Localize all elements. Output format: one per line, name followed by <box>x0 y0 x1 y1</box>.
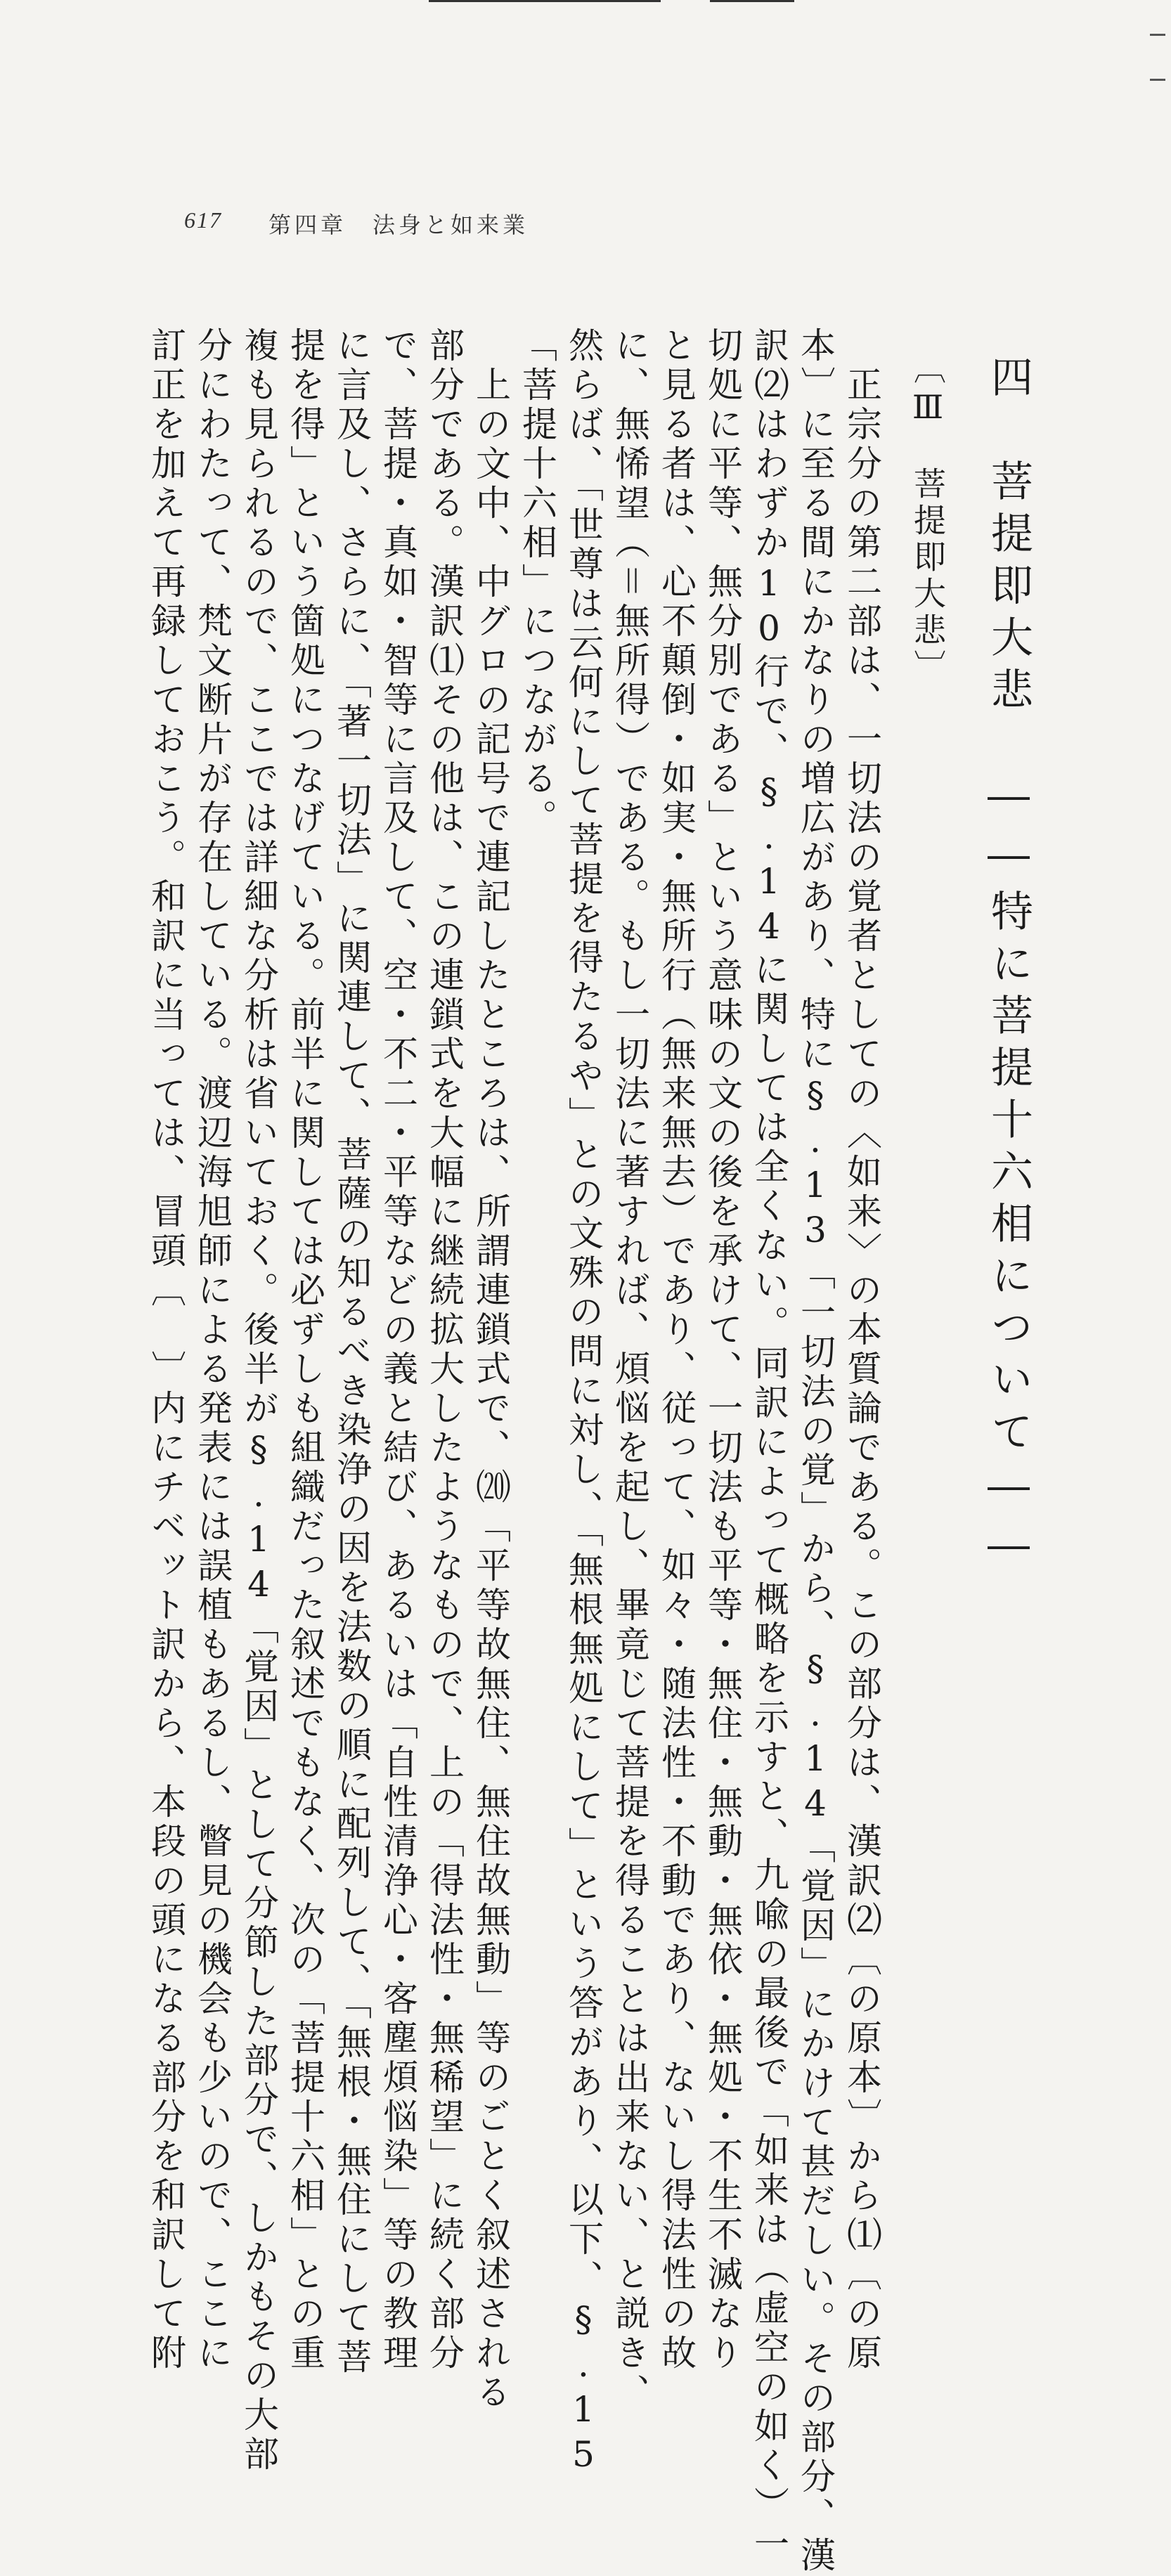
chapter-section-title: 四 菩提即大悲 ――特に菩提十六相について―― <box>984 355 1033 1579</box>
body-column-2: 本〕に至る間にかなりの増広があり、特に§.13「一切法の覚」から、§.14「覚因」にかけて甚だしい。その部分、漢 <box>795 327 836 2576</box>
scan-edge-mark <box>1150 79 1165 81</box>
body-column-13: 提を得」という箇処につなげている。前半に関しては必ずしも組織だった叙述でもなく、次の「菩提十六相」との重 <box>285 327 325 2374</box>
body-column-3: 訳⑵はわずか10行で、§.14に関しては全くない。同訳によって概略を示すと、九喩の最後で「如来は（虚空の如く）一 <box>749 327 789 2565</box>
page-number: 617 <box>184 207 222 233</box>
body-column-5: と見る者は、心不顛倒・如実・無所行（無来無去）であり、従って、如々・随法性・不動であり、ないし得法性の故 <box>656 327 697 2374</box>
body-column-4: 切処に平等、無分別である」という意味の文の後を承けて、一切法も平等・無住・無動・無依・無処・不生不滅なり <box>702 327 743 2374</box>
body-column-6: に、無悕望（＝無所得）である。もし一切法に著すれば、煩悩を起し、畢竟じて菩提を得ることは出来ない、と説き、 <box>609 327 650 2413</box>
body-column-8: 「菩提十六相」につながる。 <box>517 327 557 839</box>
body-column-7: 然らば、「世尊は云何にして菩提を得たるや」との文殊の問に対し、「無根無処にして」という答があり、以下、§.15 <box>563 327 604 2479</box>
body-column-12: に言及し、さらに、「著一切法」に関連して、菩薩の知るべき染浄の因を法数の順に配列して、「無根・無住にして菩 <box>331 327 372 2378</box>
scan-edge-line <box>710 0 794 2</box>
scan-edge-line <box>429 0 661 2</box>
scan-edge-mark <box>1150 34 1165 36</box>
body-column-11: で、菩提・真如・智等に言及して、空・不二・平等などの義と結び、あるいは「自性清浄心・客塵煩悩染」等の教理 <box>377 327 418 2374</box>
body-column-16: 訂正を加えて再録しておこう。和訳に当っては、冒頭〔 〕内にチベット訳から、本段の頭になる部分を和訳して附 <box>145 327 186 2374</box>
running-head: 第四章 法身と如来業 <box>269 212 529 238</box>
body-column-10: 部分である。漢訳⑴その他は、この連鎖式を大幅に継続拡大したようなもので、上の「得法性・無稀望」に続く部分 <box>424 327 465 2374</box>
body-column-15: 分にわたって、梵文断片が存在している。渡辺海旭師による発表には誤植もあるし、瞥見の機会も少いので、ここに <box>192 327 233 2374</box>
subsection-heading: 〔Ⅲ 菩提即大悲〕 <box>909 351 947 686</box>
body-column-9: 上の文中、中グロの記号で連記したところは、所謂連鎖式で、⒇「平等故無住、無住故無動」等のごとく叙述される <box>470 327 511 2413</box>
body-column-14: 複も見られるので、ここでは詳細な分析は省いておく。後半が§.14「覚因」として分節した部分で、しかもその大部 <box>238 327 279 2475</box>
body-column-1: 正宗分の第二部は、一切法の覚者としての〈如来〉の本質論である。この部分は、漢訳⑵〔の原本〕から⑴〔の原 <box>841 327 882 2374</box>
